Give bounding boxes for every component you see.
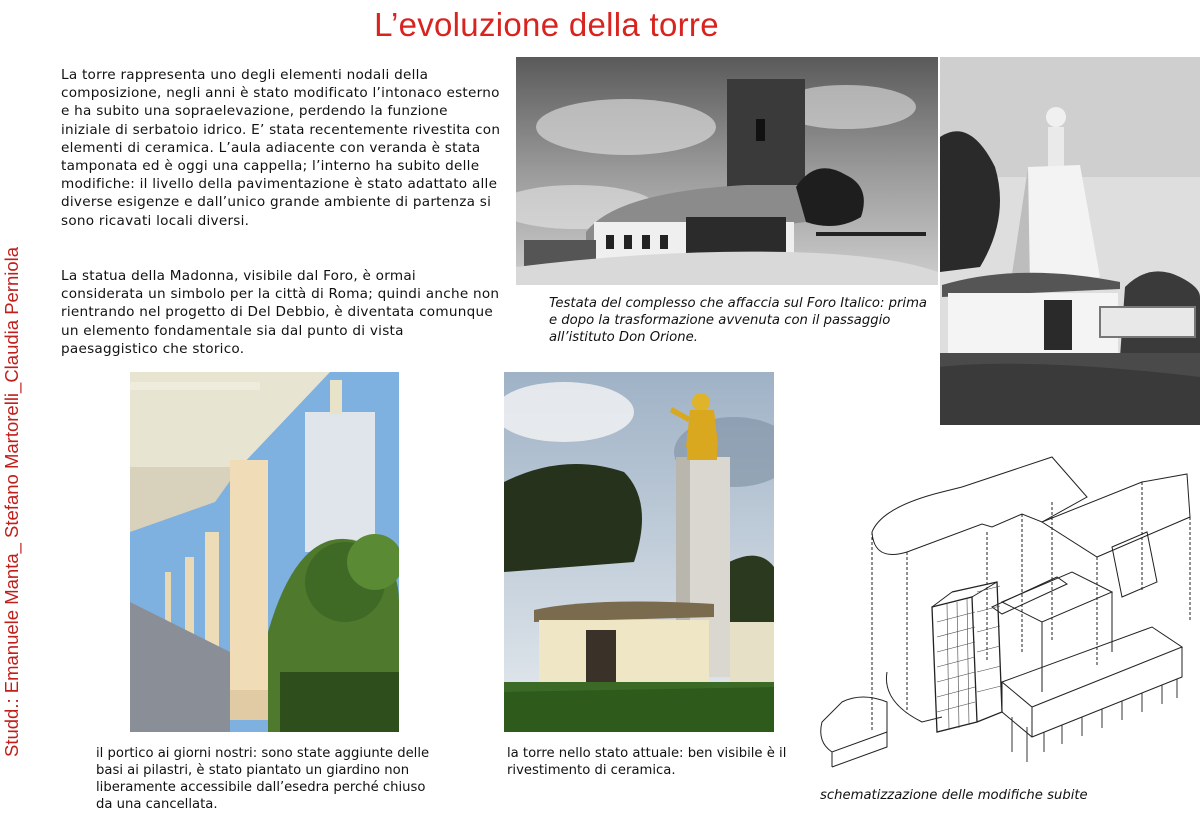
portico-photo [130, 372, 399, 732]
axon-caption: schematizzazione delle modifiche subite [820, 788, 1088, 803]
axonometric-drawing [812, 452, 1197, 772]
portico-caption: il portico ai giorni nostri: sono state aggiunte delle basi ai pilastri, è stato piantato un giardino non liberamente accessibile dall’esedra perché chiuso da una cancellata. [96, 746, 430, 812]
intro-paragraph: La torre rappresenta uno degli elementi nodali della composizione, negli anni è stato modificato l’intonaco esterno e ha subito una sopraelevazione, perdendo la funzione iniziale di serbatoio idrico. E’ stata recentemente rivestita con elementi di ceramica. L’aula adiacente con veranda è stata tamponata ed è oggi una cappella; l’interno ha subito delle modifiche: il livello della pavimentazione è stato adattato alle diverse esigenze e dall’unico grande ambiente di partenza si sono ricavati locali diversi. [61, 67, 501, 229]
historic-photo-before [516, 57, 938, 285]
madonna-paragraph: La statua della Madonna, visibile dal Foro, è ormai considerata un simbolo per la città di Roma; quindi anche non rientrando nel progetto di Del Debbio, è diventata comunque un elemento fondamentale sia dal punto di vista paesaggistico che storico. [61, 268, 500, 357]
tower-caption: la torre nello stato attuale: ben visibile è il rivestimento di ceramica. [507, 746, 787, 778]
historic-caption: Testata del complesso che affaccia sul Foro Italico: prima e dopo la trasformazione avvenuta con il passaggio all’istituto Don Orione. [549, 296, 928, 345]
tower-photo [504, 372, 774, 732]
page-title: L’evoluzione della torre [374, 6, 719, 43]
student-credits: Studd.: Emanuele Manta_ Stefano Martorelli_Claudia Perniola [1, 246, 22, 757]
historic-photo-after [940, 57, 1200, 425]
